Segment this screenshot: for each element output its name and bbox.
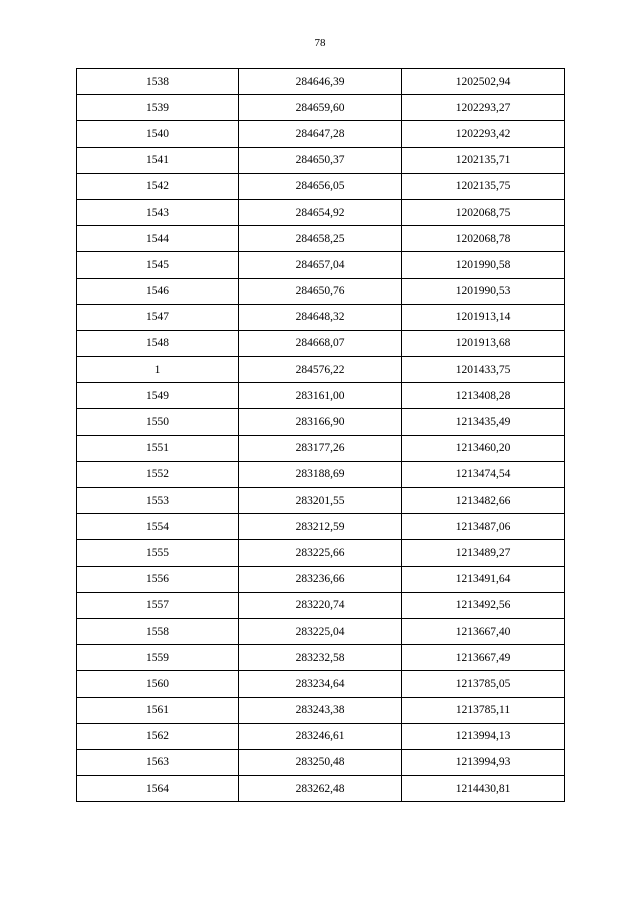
point-number-cell: 1548 (77, 330, 239, 356)
point-number-cell: 1545 (77, 252, 239, 278)
x-coordinate-cell: 283232,58 (239, 645, 402, 671)
x-coordinate-cell: 283243,38 (239, 697, 402, 723)
x-coordinate-cell: 283234,64 (239, 671, 402, 697)
table-row (77, 278, 565, 304)
point-number-cell: 1539 (77, 95, 239, 121)
point-number-cell: 1546 (77, 278, 239, 304)
y-coordinate-cell: 1213482,66 (402, 488, 565, 514)
point-number-cell: 1563 (77, 749, 239, 775)
y-coordinate-cell: 1202135,71 (402, 147, 565, 173)
point-number-cell: 1557 (77, 592, 239, 618)
y-coordinate-cell: 1213785,11 (402, 697, 565, 723)
table-row (77, 304, 565, 330)
point-number-cell: 1564 (77, 776, 239, 802)
y-coordinate-cell: 1202293,42 (402, 121, 565, 147)
table-row (77, 357, 565, 383)
point-number-cell: 1556 (77, 566, 239, 592)
table-row (77, 330, 565, 356)
table-row (77, 697, 565, 723)
x-coordinate-cell: 284647,28 (239, 121, 402, 147)
table-row (77, 173, 565, 199)
table-row (77, 618, 565, 644)
x-coordinate-cell: 284659,60 (239, 95, 402, 121)
x-coordinate-cell: 283212,59 (239, 514, 402, 540)
table-row (77, 383, 565, 409)
table-row (77, 409, 565, 435)
y-coordinate-cell: 1213460,20 (402, 435, 565, 461)
y-coordinate-cell: 1213667,49 (402, 645, 565, 671)
y-coordinate-cell: 1201990,58 (402, 252, 565, 278)
table-row (77, 776, 565, 802)
table-row (77, 749, 565, 775)
point-number-cell: 1561 (77, 697, 239, 723)
y-coordinate-cell: 1201433,75 (402, 357, 565, 383)
table-row (77, 488, 565, 514)
point-number-cell: 1558 (77, 618, 239, 644)
y-coordinate-cell: 1214430,81 (402, 776, 565, 802)
point-number-cell: 1542 (77, 173, 239, 199)
y-coordinate-cell: 1201913,14 (402, 304, 565, 330)
x-coordinate-cell: 283161,00 (239, 383, 402, 409)
point-number-cell: 1559 (77, 645, 239, 671)
y-coordinate-cell: 1213785,05 (402, 671, 565, 697)
x-coordinate-cell: 284657,04 (239, 252, 402, 278)
table-row (77, 461, 565, 487)
table-row (77, 147, 565, 173)
y-coordinate-cell: 1202068,78 (402, 226, 565, 252)
point-number-cell: 1543 (77, 199, 239, 225)
table-row (77, 671, 565, 697)
y-coordinate-cell: 1201990,53 (402, 278, 565, 304)
point-number-cell: 1554 (77, 514, 239, 540)
y-coordinate-cell: 1202068,75 (402, 199, 565, 225)
x-coordinate-cell: 283201,55 (239, 488, 402, 514)
x-coordinate-cell: 284646,39 (239, 69, 402, 95)
x-coordinate-cell: 284648,32 (239, 304, 402, 330)
x-coordinate-cell: 283220,74 (239, 592, 402, 618)
x-coordinate-cell: 284668,07 (239, 330, 402, 356)
point-number-cell: 1540 (77, 121, 239, 147)
point-number-cell: 1550 (77, 409, 239, 435)
point-number-cell: 1549 (77, 383, 239, 409)
x-coordinate-cell: 284654,92 (239, 199, 402, 225)
table-row (77, 69, 565, 95)
point-number-cell: 1547 (77, 304, 239, 330)
y-coordinate-cell: 1213492,56 (402, 592, 565, 618)
table-row (77, 514, 565, 540)
point-number-cell: 1555 (77, 540, 239, 566)
x-coordinate-cell: 283188,69 (239, 461, 402, 487)
point-number-cell: 1541 (77, 147, 239, 173)
y-coordinate-cell: 1213994,93 (402, 749, 565, 775)
x-coordinate-cell: 283225,66 (239, 540, 402, 566)
y-coordinate-cell: 1202502,94 (402, 69, 565, 95)
x-coordinate-cell: 284658,25 (239, 226, 402, 252)
y-coordinate-cell: 1213667,40 (402, 618, 565, 644)
table-row (77, 95, 565, 121)
point-number-cell: 1544 (77, 226, 239, 252)
page-number: 78 (314, 37, 326, 49)
y-coordinate-cell: 1202293,27 (402, 95, 565, 121)
y-coordinate-cell: 1213435,49 (402, 409, 565, 435)
point-number-cell: 1562 (77, 723, 239, 749)
x-coordinate-cell: 283236,66 (239, 566, 402, 592)
x-coordinate-cell: 283246,61 (239, 723, 402, 749)
table-row (77, 540, 565, 566)
y-coordinate-cell: 1213994,13 (402, 723, 565, 749)
table-row (77, 592, 565, 618)
coordinates-table (76, 68, 565, 802)
point-number-cell: 1553 (77, 488, 239, 514)
table-body (77, 69, 565, 802)
x-coordinate-cell: 283250,48 (239, 749, 402, 775)
table-row (77, 252, 565, 278)
table-row (77, 435, 565, 461)
x-coordinate-cell: 283177,26 (239, 435, 402, 461)
table-row (77, 645, 565, 671)
table-row (77, 121, 565, 147)
table-row (77, 723, 565, 749)
x-coordinate-cell: 283166,90 (239, 409, 402, 435)
table-row (77, 199, 565, 225)
table-row (77, 226, 565, 252)
y-coordinate-cell: 1213408,28 (402, 383, 565, 409)
x-coordinate-cell: 284576,22 (239, 357, 402, 383)
y-coordinate-cell: 1213474,54 (402, 461, 565, 487)
point-number-cell: 1560 (77, 671, 239, 697)
point-number-cell: 1 (77, 357, 239, 383)
table-row (77, 566, 565, 592)
y-coordinate-cell: 1213489,27 (402, 540, 565, 566)
y-coordinate-cell: 1202135,75 (402, 173, 565, 199)
y-coordinate-cell: 1213491,64 (402, 566, 565, 592)
y-coordinate-cell: 1213487,06 (402, 514, 565, 540)
point-number-cell: 1551 (77, 435, 239, 461)
x-coordinate-cell: 284650,37 (239, 147, 402, 173)
x-coordinate-cell: 283262,48 (239, 776, 402, 802)
point-number-cell: 1538 (77, 69, 239, 95)
y-coordinate-cell: 1201913,68 (402, 330, 565, 356)
x-coordinate-cell: 283225,04 (239, 618, 402, 644)
x-coordinate-cell: 284650,76 (239, 278, 402, 304)
x-coordinate-cell: 284656,05 (239, 173, 402, 199)
point-number-cell: 1552 (77, 461, 239, 487)
